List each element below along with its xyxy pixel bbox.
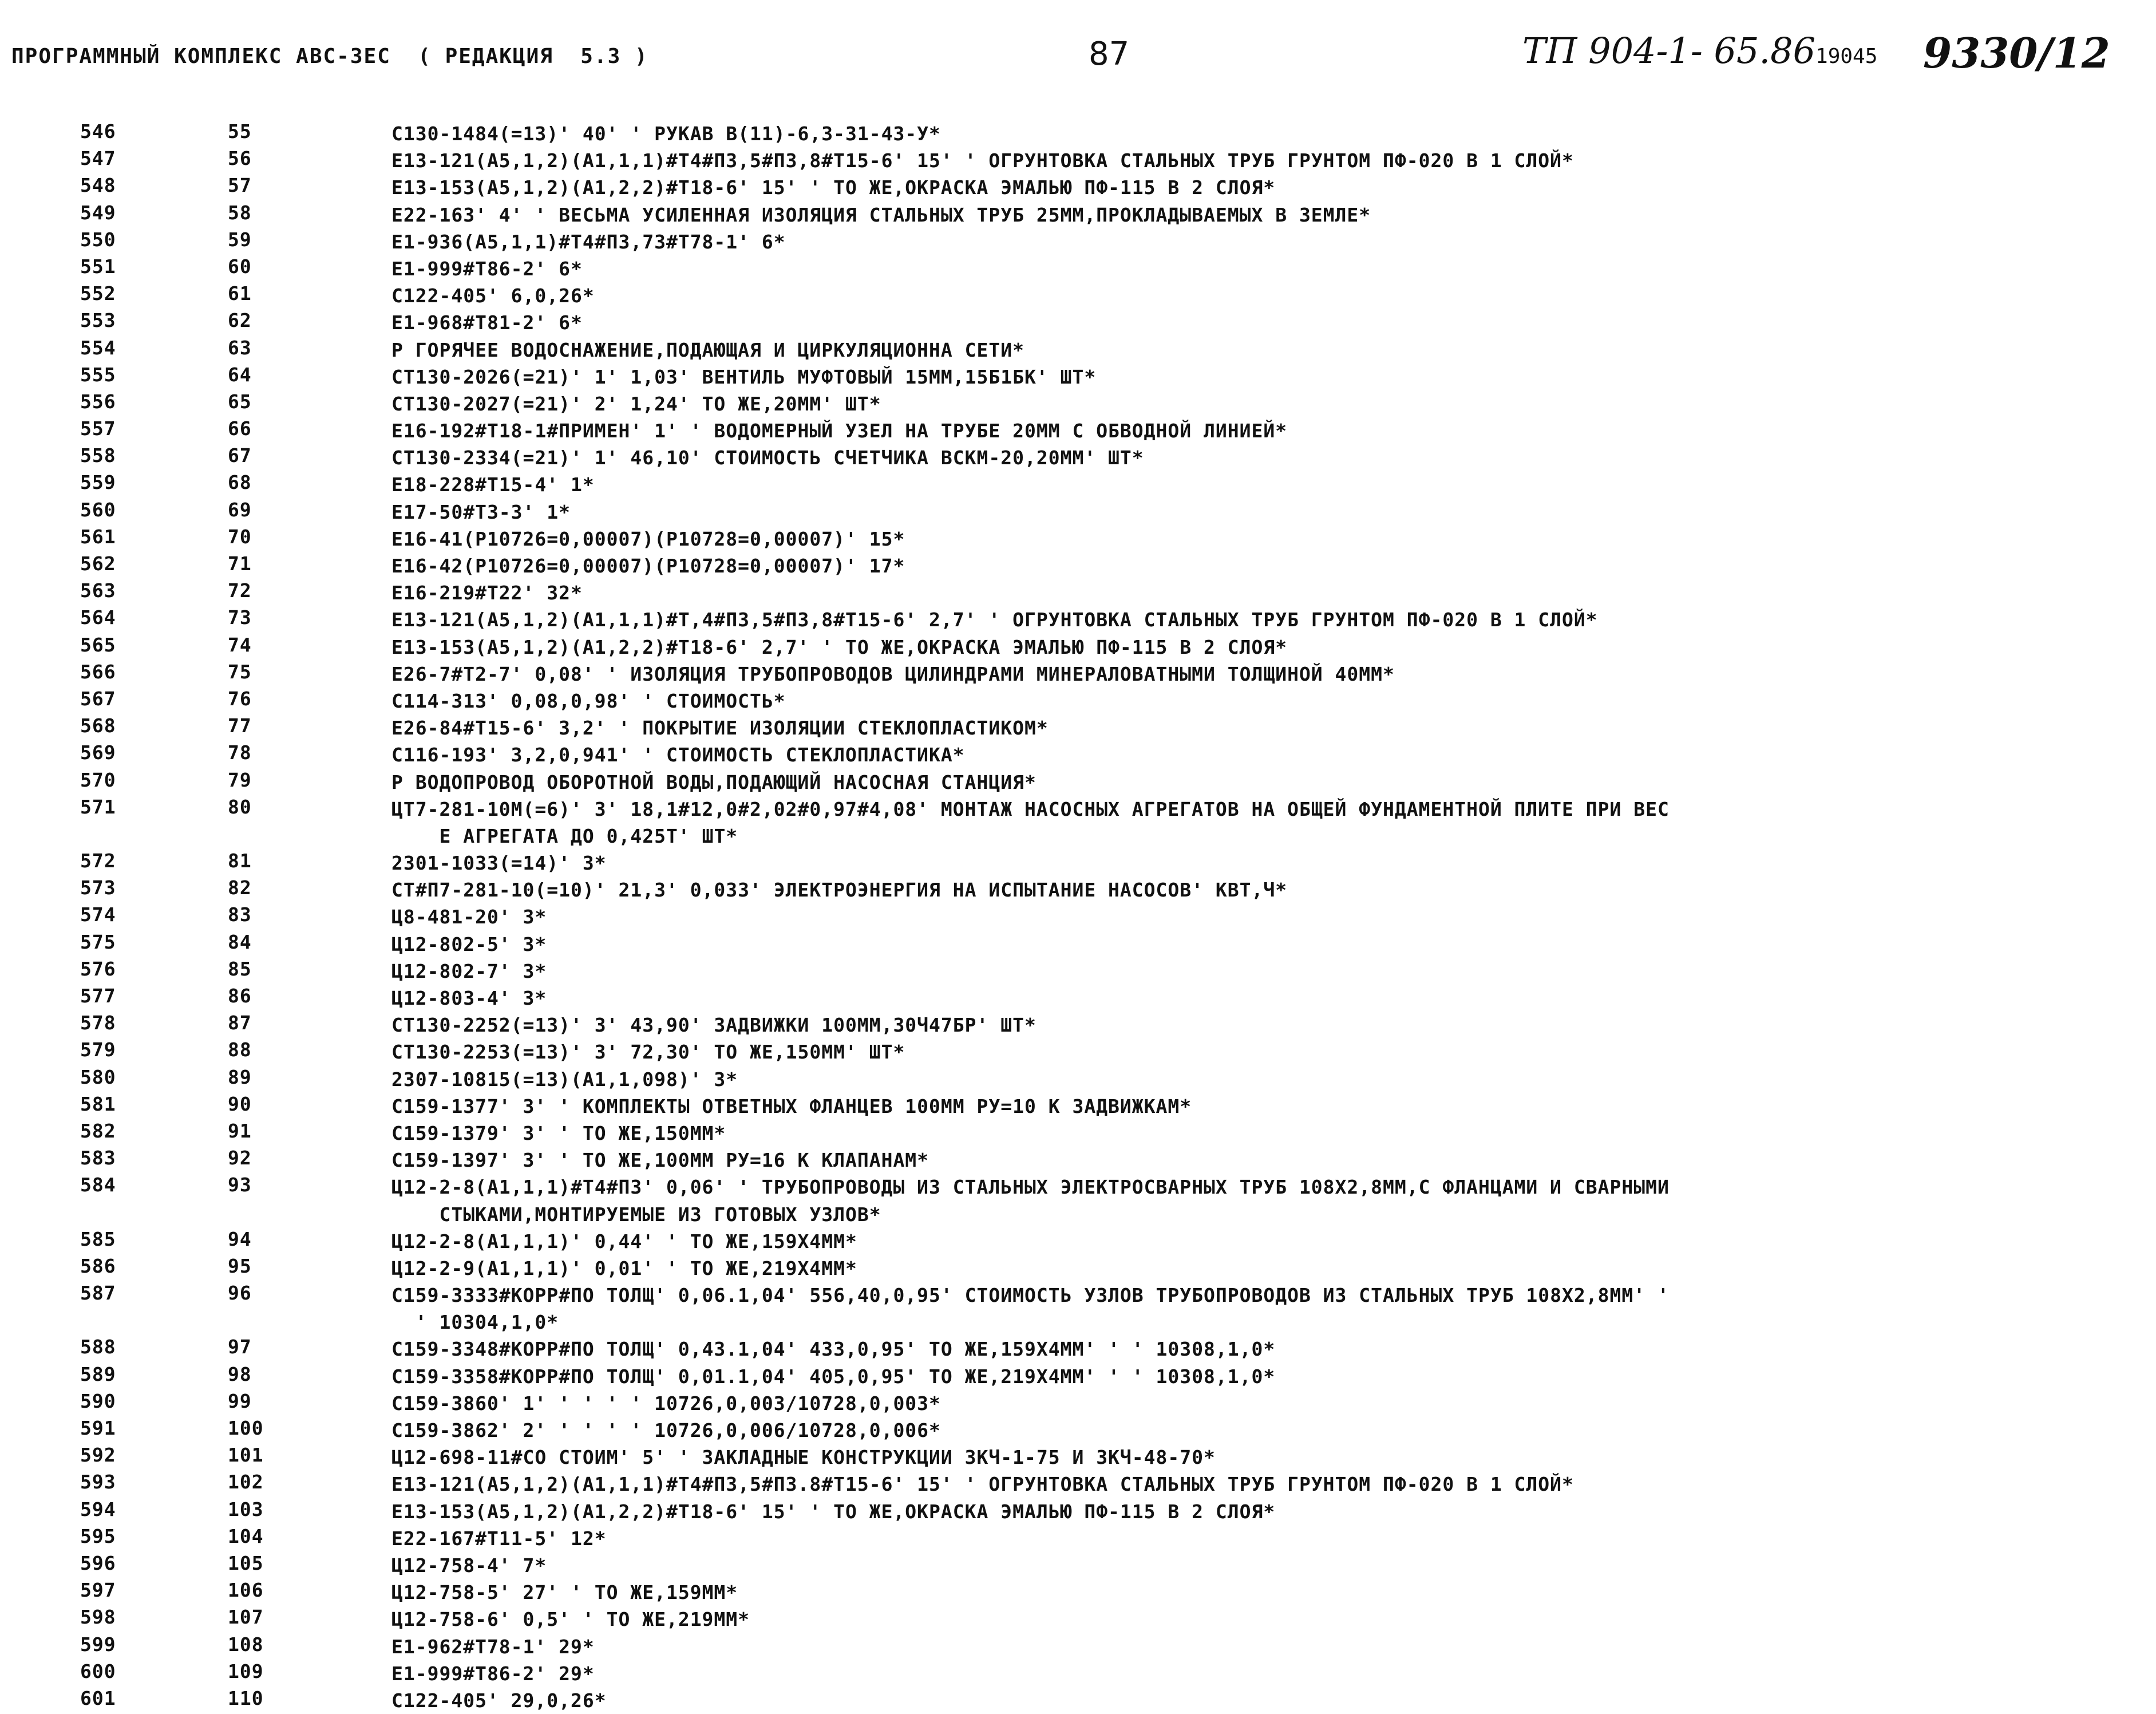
- line-number: 69: [228, 498, 252, 521]
- sequence-number: 547: [80, 147, 116, 170]
- listing-row: [0, 1606, 2156, 1633]
- listing-row: [0, 147, 2156, 174]
- listing-row: [0, 526, 2156, 552]
- listing-row: [0, 1471, 2156, 1498]
- statement-text: Ц12-758-6' 0,5' ' ТО ЖЕ,219ММ*: [391, 1608, 750, 1631]
- listing-row: [0, 444, 2156, 471]
- line-number: 96: [228, 1282, 252, 1305]
- document-code: [1522, 30, 1877, 72]
- line-number: 79: [228, 768, 252, 791]
- line-number: 65: [228, 390, 252, 413]
- sequence-number: 593: [80, 1471, 116, 1494]
- sequence-number: 577: [80, 985, 116, 1008]
- sequence-number: 595: [80, 1525, 116, 1547]
- sequence-number: 563: [80, 579, 116, 602]
- statement-text: Ц12-698-11#CO СТОИМ' 5' ' ЗАКЛАДНЫЕ КОНСТРУКЦИИ ЗКЧ-1-75 И ЗКЧ-48-70*: [391, 1446, 1216, 1469]
- statement-text: CT130-2253(=13)' 3' 72,30' ТО ЖЕ,150ММ' ШТ*: [391, 1041, 905, 1064]
- line-number: 64: [228, 363, 252, 386]
- line-number: 68: [228, 471, 252, 494]
- statement-text: E1-968#T81-2' 6*: [391, 311, 583, 334]
- sequence-number: 573: [80, 876, 116, 899]
- statement-text: Ц8-481-20' 3*: [391, 906, 547, 929]
- listing-row: [0, 174, 2156, 201]
- program-listing: [0, 120, 2156, 1714]
- listing-row: [0, 202, 2156, 228]
- sequence-number: 553: [80, 309, 116, 332]
- statement-text: CT130-2027(=21)' 2' 1,24' ТО ЖЕ,20ММ' ШТ*: [391, 392, 881, 415]
- listing-row: [0, 390, 2156, 417]
- statement-text: C159-3862' 2' ' ' ' ' 10726,0,006/10728,0,006*: [391, 1419, 941, 1442]
- line-number: 94: [228, 1227, 252, 1250]
- sequence-number: 592: [80, 1444, 116, 1467]
- line-number: 101: [228, 1444, 264, 1467]
- sequence-number: 557: [80, 417, 116, 440]
- line-number: 86: [228, 985, 252, 1008]
- line-number: 80: [228, 795, 252, 818]
- listing-row: [0, 1363, 2156, 1390]
- statement-text: Ц12-803-4' 3*: [391, 987, 547, 1010]
- sequence-number: 594: [80, 1498, 116, 1521]
- sequence-number: 586: [80, 1254, 116, 1277]
- statement-text: Ц12-758-4' 7*: [391, 1554, 547, 1577]
- line-number: 60: [228, 255, 252, 278]
- statement-text: E13-121(A5,1,2)(A1,1,1)#T4#П3,5#П3.8#T15-6' 15' ' ОГРУНТОВКА СТАЛЬНЫХ ТРУБ ГРУНТОМ ПФ-020 В 1 СЛОЙ*: [391, 1473, 1574, 1496]
- sequence-number: 584: [80, 1174, 116, 1196]
- sequence-number: 601: [80, 1687, 116, 1709]
- line-number: 102: [228, 1471, 264, 1494]
- line-number: 89: [228, 1065, 252, 1088]
- listing-row: [0, 958, 2156, 985]
- sequence-number: 551: [80, 255, 116, 278]
- listing-row: [0, 714, 2156, 741]
- statement-text: E1-962#T78-1' 29*: [391, 1635, 595, 1658]
- listing-row: [0, 1390, 2156, 1417]
- statement-text: E13-121(A5,1,2)(A1,1,1)#T4#П3,5#П3,8#T15-6' 15' ' ОГРУНТОВКА СТАЛЬНЫХ ТРУБ ГРУНТОМ ПФ-020 В 1 СЛОЙ*: [391, 149, 1574, 172]
- statement-text: E16-219#T22' 32*: [391, 582, 583, 605]
- statement-text: C159-3333#КОРР#ПО ТОЛЩ' 0,06.1,04' 556,40,0,95' СТОИМОСТЬ УЗЛОВ ТРУБОПРОВОДОВ ИЗ СТАЛЬНЫХ ТРУБ 108Х2,8ММ' ' ' 10304,1,0*: [391, 1284, 1670, 1334]
- line-number: 106: [228, 1579, 264, 1602]
- statement-text: Ц12-758-5' 27' ' ТО ЖЕ,159ММ*: [391, 1581, 738, 1604]
- listing-row: [0, 471, 2156, 498]
- listing-row: [0, 309, 2156, 336]
- sequence-number: 568: [80, 714, 116, 737]
- line-number: 107: [228, 1606, 264, 1629]
- sequence-number: 570: [80, 768, 116, 791]
- statement-text: 2307-10815(=13)(A1,1,098)' 3*: [391, 1068, 738, 1091]
- listing-row: [0, 1633, 2156, 1660]
- statement-text: E1-999#T86-2' 6*: [391, 257, 583, 280]
- listing-row: [0, 1579, 2156, 1606]
- line-number: 93: [228, 1174, 252, 1196]
- listing-row: [0, 769, 2156, 796]
- line-number: 75: [228, 660, 252, 683]
- sequence-number: 561: [80, 525, 116, 548]
- line-number: 105: [228, 1551, 264, 1574]
- sequence-number: 562: [80, 552, 116, 575]
- listing-row: [0, 606, 2156, 633]
- sequence-number: 590: [80, 1389, 116, 1412]
- sequence-number: 575: [80, 930, 116, 953]
- listing-row: [0, 796, 2156, 850]
- line-number: 99: [228, 1389, 252, 1412]
- listing-row: [0, 1444, 2156, 1471]
- sequence-number: 576: [80, 957, 116, 980]
- sequence-number: 552: [80, 282, 116, 305]
- line-number: 70: [228, 525, 252, 548]
- statement-text: C122-405' 6,0,26*: [391, 285, 595, 307]
- sequence-number: 546: [80, 120, 116, 143]
- statement-text: Ц12-802-7' 3*: [391, 959, 547, 982]
- line-number: 73: [228, 606, 252, 629]
- sequence-number: 582: [80, 1119, 116, 1142]
- line-number: 66: [228, 417, 252, 440]
- sequence-number: 565: [80, 633, 116, 656]
- sequence-number: 560: [80, 498, 116, 521]
- sequence-number: 579: [80, 1038, 116, 1061]
- sequence-number: 581: [80, 1092, 116, 1115]
- sequence-number: 585: [80, 1227, 116, 1250]
- listing-row: [0, 1660, 2156, 1687]
- statement-text: CT130-2252(=13)' 3' 43,90' ЗАДВИЖКИ 100ММ,30Ч47БР' ШТ*: [391, 1014, 1037, 1037]
- statement-text: E13-121(A5,1,2)(A1,1,1)#T,4#П3,5#П3,8#T15-6' 2,7' ' ОГРУНТОВКА СТАЛЬНЫХ ТРУБ ГРУНТОМ ПФ-020 В 1 СЛОЙ*: [391, 609, 1598, 631]
- listing-row: [0, 1336, 2156, 1362]
- statement-text: E17-50#T3-3' 1*: [391, 500, 571, 523]
- listing-row: [0, 634, 2156, 661]
- listing-row: [0, 1147, 2156, 1174]
- statement-text: E18-228#T15-4' 1*: [391, 473, 595, 496]
- statement-text: E16-42(P10726=0,00007)(P10728=0,00007)' 17*: [391, 555, 905, 577]
- statement-text: ЦT7-281-10M(=6)' 3' 18,1#12,0#2,02#0,97#4,08' МОНТАЖ НАСОСНЫХ АГРЕГАТОВ НА ОБЩЕЙ ФУНДАМЕНТНОЙ ПЛИТЕ ПРИ ВЕС Е АГРЕГАТА ДО 0,425T' ШТ*: [391, 797, 1670, 847]
- listing-row: [0, 1120, 2156, 1147]
- listing-row: [0, 1498, 2156, 1525]
- line-number: 87: [228, 1012, 252, 1034]
- line-number: 98: [228, 1362, 252, 1385]
- statement-text: E13-153(A5,1,2)(A1,2,2)#T18-6' 2,7' ' ТО ЖЕ,ОКРАСКА ЭМАЛЬЮ ПФ-115 В 2 СЛОЯ*: [391, 635, 1288, 658]
- listing-row: [0, 1228, 2156, 1255]
- listing-row: [0, 1012, 2156, 1038]
- sequence-number: 549: [80, 201, 116, 224]
- sequence-number: 550: [80, 228, 116, 251]
- sequence-number: 591: [80, 1417, 116, 1440]
- sequence-number: 548: [80, 174, 116, 197]
- line-number: 100: [228, 1417, 264, 1440]
- listing-row: [0, 741, 2156, 768]
- listing-row: [0, 337, 2156, 364]
- line-number: 85: [228, 957, 252, 980]
- statement-text: C159-1377' 3' ' КОМПЛЕКТЫ ОТВЕТНЫХ ФЛАНЦЕВ 100ММ РУ=10 К ЗАДВИЖКАМ*: [391, 1095, 1192, 1117]
- line-number: 81: [228, 850, 252, 872]
- sequence-number: 578: [80, 1012, 116, 1034]
- line-number: 110: [228, 1687, 264, 1709]
- statement-text: Р ГОРЯЧЕЕ ВОДОСНАЖЕНИЕ,ПОДАЮЩАЯ И ЦИРКУЛЯЦИОННА СЕТИ*: [391, 338, 1024, 361]
- listing-row: [0, 364, 2156, 390]
- line-number: 55: [228, 120, 252, 143]
- statement-text: C159-1379' 3' ' ТО ЖЕ,150ММ*: [391, 1121, 726, 1144]
- sequence-number: 567: [80, 687, 116, 710]
- sequence-number: 596: [80, 1551, 116, 1574]
- listing-row: [0, 985, 2156, 1012]
- sequence-number: 587: [80, 1282, 116, 1305]
- line-number: 82: [228, 876, 252, 899]
- line-number: 91: [228, 1119, 252, 1142]
- listing-row: [0, 661, 2156, 688]
- statement-text: E1-999#T86-2' 29*: [391, 1662, 595, 1685]
- sheet-number: 9330/12: [1923, 29, 2110, 77]
- listing-row: [0, 120, 2156, 147]
- page-number: 87: [1089, 35, 1130, 73]
- sequence-number: 555: [80, 363, 116, 386]
- listing-row: [0, 1552, 2156, 1579]
- sequence-number: 589: [80, 1362, 116, 1385]
- line-number: 58: [228, 201, 252, 224]
- sequence-number: 599: [80, 1633, 116, 1656]
- sequence-number: 580: [80, 1065, 116, 1088]
- listing-row: [0, 931, 2156, 958]
- sequence-number: 600: [80, 1660, 116, 1683]
- listing-row: [0, 1417, 2156, 1444]
- line-number: 109: [228, 1660, 264, 1683]
- sequence-number: 583: [80, 1147, 116, 1170]
- listing-row: [0, 876, 2156, 903]
- line-number: 62: [228, 309, 252, 332]
- sequence-number: 597: [80, 1579, 116, 1602]
- header-program-title: ПРОГРАММНЫЙ КОМПЛЕКС АВС-ЗЕС ( РЕДАКЦИЯ 5.3 ): [11, 45, 648, 68]
- listing-row: [0, 1038, 2156, 1065]
- listing-row: [0, 688, 2156, 714]
- document-code-sub: 19045: [1815, 45, 1878, 68]
- statement-text: C159-3348#КОРР#ПО ТОЛЩ' 0,43.1,04' 433,0,95' ТО ЖЕ,159Х4ММ' ' ' 10308,1,0*: [391, 1338, 1276, 1361]
- sequence-number: 571: [80, 795, 116, 818]
- line-number: 77: [228, 714, 252, 737]
- line-number: 90: [228, 1092, 252, 1115]
- statement-text: C159-1397' 3' ' ТО ЖЕ,100ММ РУ=16 К КЛАПАНАМ*: [391, 1149, 929, 1172]
- statement-text: C114-313' 0,08,0,98' ' СТОИМОСТЬ*: [391, 689, 786, 712]
- statement-text: CT130-2026(=21)' 1' 1,03' ВЕНТИЛЬ МУФТОВЫЙ 15ММ,15Б1БК' ШТ*: [391, 365, 1097, 388]
- statement-text: Ц12-2-9(A1,1,1)' 0,01' ' ТО ЖЕ,219Х4ММ*: [391, 1257, 857, 1279]
- listing-row: [0, 552, 2156, 579]
- listing-row: [0, 282, 2156, 309]
- statement-text: Ц12-2-8(A1,1,1)' 0,44' ' ТО ЖЕ,159Х4ММ*: [391, 1230, 857, 1253]
- line-number: 84: [228, 930, 252, 953]
- statement-text: E16-192#T18-1#ПРИМЕН' 1' ' ВОДОМЕРНЫЙ УЗЕЛ НА ТРУБЕ 20ММ С ОБВОДНОЙ ЛИНИЕЙ*: [391, 420, 1288, 443]
- listing-row: [0, 903, 2156, 930]
- line-number: 67: [228, 444, 252, 467]
- line-number: 56: [228, 147, 252, 170]
- sequence-number: 554: [80, 336, 116, 359]
- statement-text: E13-153(A5,1,2)(A1,2,2)#T18-6' 15' ' ТО ЖЕ,ОКРАСКА ЭМАЛЬЮ ПФ-115 В 2 СЛОЯ*: [391, 176, 1276, 199]
- line-number: 76: [228, 687, 252, 710]
- statement-text: Ц12-2-8(A1,1,1)#T4#П3' 0,06' ' ТРУБОПРОВОДЫ ИЗ СТАЛЬНЫХ ЭЛЕКТРОСВАРНЫХ ТРУБ 108Х2,8ММ,С ФЛАНЦАМИ И СВАРНЫМИ СТЫКАМИ,МОНТИРУЕМЫЕ ИЗ ГОТОВЫХ УЗЛОВ*: [391, 1176, 1670, 1226]
- statement-text: Ц12-802-5' 3*: [391, 933, 547, 955]
- sequence-number: 566: [80, 660, 116, 683]
- listing-row: [0, 1093, 2156, 1120]
- statement-text: C159-3358#КОРР#ПО ТОЛЩ' 0,01.1,04' 405,0,95' ТО ЖЕ,219Х4ММ' ' ' 10308,1,0*: [391, 1365, 1276, 1388]
- statement-text: C122-405' 29,0,26*: [391, 1689, 607, 1712]
- statement-text: CT130-2334(=21)' 1' 46,10' СТОИМОСТЬ СЧЕТЧИКА ВСКМ-20,20ММ' ШТ*: [391, 447, 1144, 469]
- sequence-number: 574: [80, 903, 116, 926]
- line-number: 72: [228, 579, 252, 602]
- listing-row: [0, 228, 2156, 255]
- statement-text: E16-41(P10726=0,00007)(P10728=0,00007)' 15*: [391, 527, 905, 550]
- document-code-main: ТП 904-1- 65.86: [1522, 30, 1816, 72]
- sequence-number: 572: [80, 850, 116, 872]
- statement-text: CT#П7-281-10(=10)' 21,3' 0,033' ЭЛЕКТРОЭНЕРГИЯ НА ИСПЫТАНИЕ НАСОСОВ' КВТ,Ч*: [391, 879, 1288, 902]
- line-number: 74: [228, 633, 252, 656]
- sequence-number: 588: [80, 1336, 116, 1358]
- listing-row: [0, 1174, 2156, 1227]
- listing-row: [0, 417, 2156, 444]
- line-number: 78: [228, 741, 252, 764]
- statement-text: 2301-1033(=14)' 3*: [391, 852, 607, 875]
- statement-text: E22-163' 4' ' ВЕСЬМА УСИЛЕННАЯ ИЗОЛЯЦИЯ СТАЛЬНЫХ ТРУБ 25ММ,ПРОКЛАДЫВАЕМЫХ В ЗЕМЛЕ*: [391, 203, 1371, 226]
- line-number: 103: [228, 1498, 264, 1521]
- line-number: 97: [228, 1336, 252, 1358]
- line-number: 57: [228, 174, 252, 197]
- line-number: 95: [228, 1254, 252, 1277]
- statement-text: Р ВОДОПРОВОД ОБОРОТНОЙ ВОДЫ,ПОДАЮЩИЙ НАСОСНАЯ СТАНЦИЯ*: [391, 771, 1037, 793]
- line-number: 83: [228, 903, 252, 926]
- line-number: 108: [228, 1633, 264, 1656]
- sequence-number: 559: [80, 471, 116, 494]
- listing-row: [0, 255, 2156, 282]
- statement-text: C116-193' 3,2,0,941' ' СТОИМОСТЬ СТЕКЛОПЛАСТИКА*: [391, 744, 965, 767]
- line-number: 92: [228, 1147, 252, 1170]
- statement-text: C159-3860' 1' ' ' ' ' 10726,0,003/10728,0,003*: [391, 1392, 941, 1415]
- statement-text: E26-84#T15-6' 3,2' ' ПОКРЫТИЕ ИЗОЛЯЦИИ СТЕКЛОПЛАСТИКОМ*: [391, 717, 1049, 740]
- sequence-number: 564: [80, 606, 116, 629]
- line-number: 61: [228, 282, 252, 305]
- statement-text: E26-7#T2-7' 0,08' ' ИЗОЛЯЦИЯ ТРУБОПРОВОДОВ ЦИЛИНДРАМИ МИНЕРАЛОВАТНЫМИ ТОЛЩИНОЙ 40ММ*: [391, 662, 1395, 685]
- statement-text: E22-167#T11-5' 12*: [391, 1527, 607, 1550]
- line-number: 63: [228, 336, 252, 359]
- listing-row: [0, 1255, 2156, 1282]
- sequence-number: 556: [80, 390, 116, 413]
- line-number: 71: [228, 552, 252, 575]
- sequence-number: 558: [80, 444, 116, 467]
- listing-row: [0, 1066, 2156, 1093]
- sequence-number: 569: [80, 741, 116, 764]
- listing-row: [0, 579, 2156, 606]
- listing-row: [0, 1525, 2156, 1552]
- listing-row: [0, 1282, 2156, 1336]
- line-number: 59: [228, 228, 252, 251]
- statement-text: C130-1484(=13)' 40' ' РУКАВ В(11)-6,3-31-43-У*: [391, 123, 941, 145]
- line-number: 88: [228, 1038, 252, 1061]
- line-number: 104: [228, 1525, 264, 1547]
- listing-row: [0, 850, 2156, 876]
- listing-row: [0, 499, 2156, 526]
- sequence-number: 598: [80, 1606, 116, 1629]
- statement-text: E13-153(A5,1,2)(A1,2,2)#T18-6' 15' ' ТО ЖЕ,ОКРАСКА ЭМАЛЬЮ ПФ-115 В 2 СЛОЯ*: [391, 1500, 1276, 1523]
- statement-text: E1-936(A5,1,1)#T4#П3,73#T78-1' 6*: [391, 230, 786, 253]
